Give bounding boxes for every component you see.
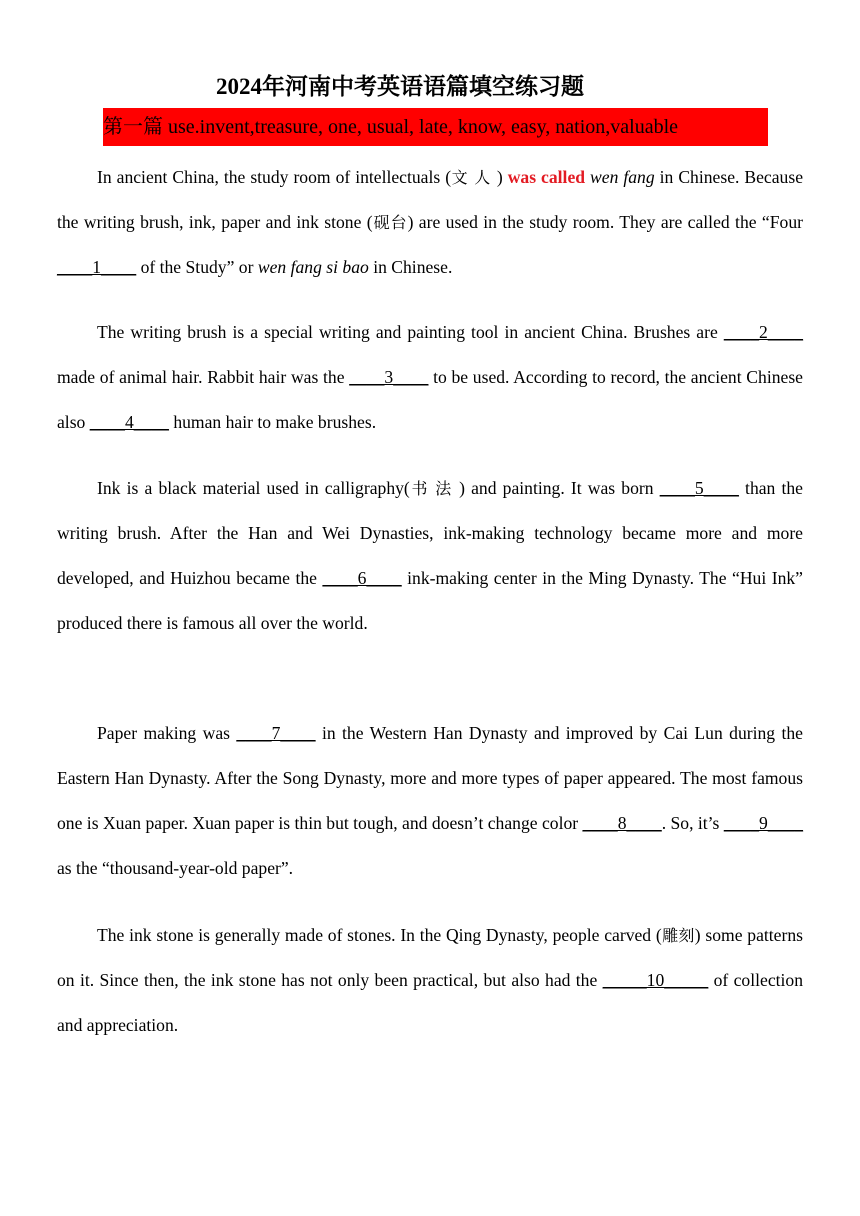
blank-7: ____7____ (236, 723, 316, 743)
text-run: in Chinese. (368, 257, 453, 277)
paragraph-4 (57, 711, 803, 891)
paragraph-1 (57, 155, 803, 290)
text-run: ) (496, 167, 508, 187)
blank-9: ____9____ (723, 813, 803, 833)
highlighted-phrase: was called (507, 167, 586, 187)
text-run: human hair to make brushes. (168, 412, 377, 432)
blank-8: ____8____ (582, 813, 662, 833)
text-run: The ink stone is generally made of stones. In the Qing Dynasty, people carved ( (97, 925, 662, 945)
text-run: as the “thousand-year-old paper”. (57, 858, 294, 878)
text-run: of the Study” or (136, 257, 258, 277)
blank-1: ____1____ (57, 257, 137, 277)
paragraph-5 (57, 913, 803, 1048)
text-run: ) and painting. It was born (459, 478, 660, 498)
text-run: in Chinese. Because the writing brush, ink, paper and ink stone ( (57, 167, 804, 232)
text-run: to be used. According to record, the ancient Chinese also (57, 367, 803, 432)
blank-5: ____5____ (659, 478, 739, 498)
chinese-gloss: 文人 (451, 168, 497, 187)
blank-4: ____4____ (89, 412, 169, 432)
text-run: The writing brush is a special writing and painting tool in ancient China. Brushes are (97, 322, 724, 342)
text-run: . So, it’s (661, 813, 724, 833)
paragraph-2 (57, 310, 803, 445)
italic-term: wen fang (590, 167, 655, 187)
chinese-gloss: 书法 (409, 479, 460, 498)
word-bank-banner: 第一篇 use.invent,treasure, one, usual, late, know, easy, nation,valuable (103, 108, 768, 146)
chinese-gloss: 雕刻 (661, 926, 695, 945)
text-run: of collection and appreciation. (57, 970, 803, 1035)
paragraph-3 (57, 466, 803, 646)
text-run: ) some patterns on it. Since then, the ink stone has not only been practical, but also had the (57, 925, 803, 990)
text-run: ink-making center in the Ming Dynasty. The “Hui Ink” produced there is famous all over the world. (57, 568, 803, 633)
text-run: ) are used in the study room. They are called the “Four (407, 212, 803, 232)
blank-2: ____2____ (723, 322, 803, 342)
italic-term: wen fang si bao (257, 257, 369, 277)
page-title: 2024年河南中考英语语篇填空练习题 (216, 74, 584, 99)
text-run: than the writing brush. After the Han and Wei Dynasties, ink-making technology became more and more developed, and Huizhou became the (57, 478, 803, 588)
chinese-gloss: 砚台 (372, 213, 408, 232)
text-run: In ancient China, the study room of intellectuals ( (97, 167, 452, 187)
blank-6: ____6____ (322, 568, 402, 588)
text-run: Paper making was (97, 723, 237, 743)
text-run: Ink is a black material used in calligraphy( (97, 478, 410, 498)
text-run: in the Western Han Dynasty and improved by Cai Lun during the Eastern Han Dynasty. After the Song Dynasty, more and more types of paper appeared. The most famous one is Xuan paper. Xuan paper is thin but tough, and doesn’t change color (57, 723, 803, 833)
text-run: made of animal hair. Rabbit hair was the (57, 367, 350, 387)
blank-10: _____10_____ (602, 970, 709, 990)
blank-3: ____3____ (349, 367, 429, 387)
